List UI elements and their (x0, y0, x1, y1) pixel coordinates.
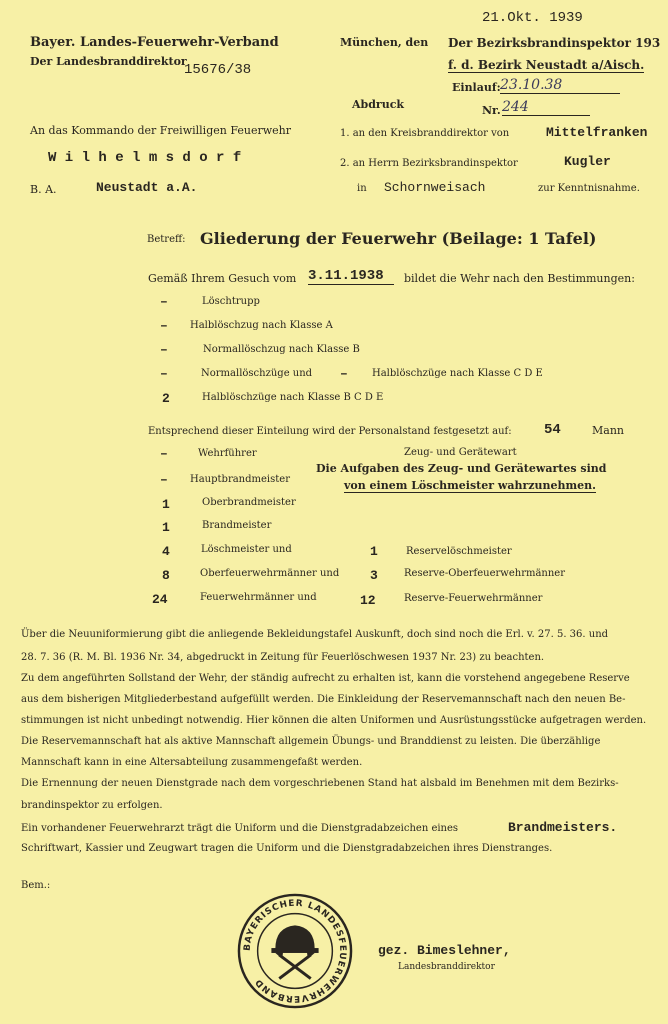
signature: gez. Bimeslehner, (378, 943, 511, 958)
reference-number: 15676/38 (184, 62, 252, 78)
personnel-unit: Mann (592, 424, 624, 437)
paragraph-line: Mannschaft kann in eine Altersabteilung zusammengefaßt werden. (21, 757, 363, 768)
personnel-qty-3: 1 (162, 520, 170, 535)
personnel-label2-4: Reservelöschmeister (406, 546, 512, 557)
unit-label-2: Normallöschzug nach Klasse B (203, 344, 360, 355)
remarks-label: Bem.: (21, 880, 51, 891)
personnel-qty-1: – (160, 472, 168, 487)
received-number-label: Nr. (482, 104, 501, 117)
paragraph-line: Über die Neuuniformierung gibt die anliegende Bekleidungstafel Auskunft, doch sind noch die Erl. v. 27. 5. 36. und (21, 629, 609, 640)
recipient-ba-label: B. A. (30, 183, 57, 196)
unit-label-4: Halblöschzüge nach Klasse B C D E (202, 392, 384, 403)
paragraph-line: Schriftwart, Kassier und Zeugwart tragen die Uniform und die Dienstgradabzeichen ihres Dienstranges. (21, 843, 553, 854)
personnel-qty2-4: 1 (370, 544, 378, 559)
recipient-line: An das Kommando der Freiwilligen Feuerwehr (30, 124, 291, 137)
unit-qty-1: – (160, 318, 168, 333)
copies-title: Abdruck (352, 98, 405, 111)
copy-line3-value: Schornweisach (384, 180, 486, 195)
personnel-label2-5: Reserve-Oberfeuerwehrmänner (404, 568, 566, 579)
personnel-label-1: Hauptbrandmeister (190, 474, 290, 485)
personnel-qty-5: 8 (162, 568, 170, 583)
received-stamp-line2: f. d. Bezirk Neustadt a/Aisch. (448, 58, 645, 72)
paragraph-line: aus dem bisherigen Mitgliederbestand aufgefüllt werden. Die Einkleidung der Reservemannschaft nach den neuen Be- (21, 694, 626, 705)
recipient-ba-value: Neustadt a.A. (96, 180, 198, 195)
received-number: 244 (502, 99, 590, 116)
personnel-total: 54 (544, 422, 561, 438)
personnel-label-4: Löschmeister und (201, 544, 292, 555)
request-date: 3.11.1938 (308, 268, 394, 285)
zeugwart-label: Zeug- und Gerätewart (404, 447, 517, 458)
copy-line1-label: 1. an den Kreisbranddirektor von (340, 128, 510, 139)
unit-qty-3: – (160, 366, 168, 381)
unit-qty-4: 2 (162, 391, 170, 406)
org-name: Bayer. Landes-Feuerwehr-Verband (30, 35, 279, 50)
personnel-qty-4: 4 (162, 544, 170, 559)
personnel-prefix: Entsprechend dieser Einteilung wird der Personalstand festgesetzt auf: (148, 426, 512, 437)
personnel-qty-2: 1 (162, 497, 170, 512)
subject-text: Gliederung der Feuerwehr (Beilage: 1 Tafel) (200, 229, 597, 248)
rank-brandmeister: Brandmeisters. (508, 820, 618, 835)
paragraph-line: stimmungen ist nicht unbedingt notwendig. Hier können die alten Uniformen und Ausrüstungsstücke aufgetragen werden. (21, 715, 647, 726)
copy-line1-value: Mittelfranken (546, 125, 648, 140)
copy-line2-label: 2. an Herrn Bezirksbrandinspektor (340, 158, 518, 169)
signature-title: Landesbranddirektor (398, 962, 495, 972)
copy-line2-value: Kugler (564, 154, 611, 169)
personnel-label-2: Oberbrandmeister (202, 497, 296, 508)
recipient-name: W i l h e l m s d o r f (48, 150, 242, 166)
place-date-label: München, den (340, 36, 429, 49)
association-seal-icon (236, 892, 354, 1010)
paragraph-line: Zu dem angeführten Sollstand der Wehr, der ständig aufrecht zu erhalten ist, kann die vorstehend angegebene Reserve (21, 673, 630, 684)
unit-label2-3: Halblöschzüge nach Klasse C D E (372, 368, 543, 379)
date-stamp: 21.Okt. 1939 (482, 10, 583, 26)
personnel-label2-6: Reserve-Feuerwehrmänner (404, 593, 543, 604)
received-label: Einlauf: (452, 81, 501, 94)
paragraph-line: Die Reservemannschaft hat als aktive Mannschaft allgemein Übungs- und Branddienst zu leisten. Die überzählige (21, 736, 601, 747)
request-suffix: bildet die Wehr nach den Bestimmungen: (404, 272, 635, 285)
subject-label: Betreff: (147, 234, 186, 245)
received-stamp-line1: Der Bezirksbrandinspektor 193 (448, 36, 661, 50)
unit-label-3: Normallöschzüge und (201, 368, 313, 379)
personnel-label-5: Oberfeuerwehrmänner und (200, 568, 340, 579)
zeugwart-note-line2: von einem Löschmeister wahrzunehmen. (344, 479, 596, 492)
org-subtitle: Der Landesbranddirektor (30, 55, 187, 68)
unit-label-0: Löschtrupp (202, 296, 260, 307)
unit-qty2-3: – (340, 366, 348, 381)
personnel-qty2-6: 12 (360, 593, 376, 608)
received-date: 23.10.38 (500, 77, 620, 94)
paragraph-line: Die Ernennung der neuen Dienstgrade nach dem vorgeschriebenen Stand hat alsbald im Benehmen mit dem Bezirks- (21, 778, 619, 789)
unit-qty-2: – (160, 342, 168, 357)
paragraph-line: Ein vorhandener Feuerwehrarzt trägt die Uniform und die Dienstgradabzeichen eines (21, 823, 459, 834)
paragraph-line: 28. 7. 36 (R. M. Bl. 1936 Nr. 34, abgedruckt in Zeitung für Feuerlöschwesen 1937 Nr. 23) zu beachten. (21, 652, 545, 663)
personnel-qty-6: 24 (152, 592, 168, 607)
paragraph-line: brandinspektor zu erfolgen. (21, 800, 163, 811)
request-prefix: Gemäß Ihrem Gesuch vom (148, 272, 297, 285)
unit-qty-0: – (160, 294, 168, 309)
personnel-qty-0: – (160, 446, 168, 461)
zeugwart-note-line1: Die Aufgaben des Zeug- und Gerätewartes sind (316, 462, 607, 475)
personnel-label-6: Feuerwehrmänner und (200, 592, 317, 603)
personnel-label-3: Brandmeister (202, 520, 272, 531)
personnel-label-0: Wehrführer (198, 448, 257, 459)
copy-line3-label: in (357, 183, 367, 194)
unit-label-1: Halblöschzug nach Klasse A (190, 320, 333, 331)
seal-text: BAYERISCHER LANDESFEUERWEHRVERBAND (242, 898, 348, 1004)
copy-line3-suffix: zur Kenntnisnahme. (538, 183, 640, 194)
personnel-qty2-5: 3 (370, 568, 378, 583)
